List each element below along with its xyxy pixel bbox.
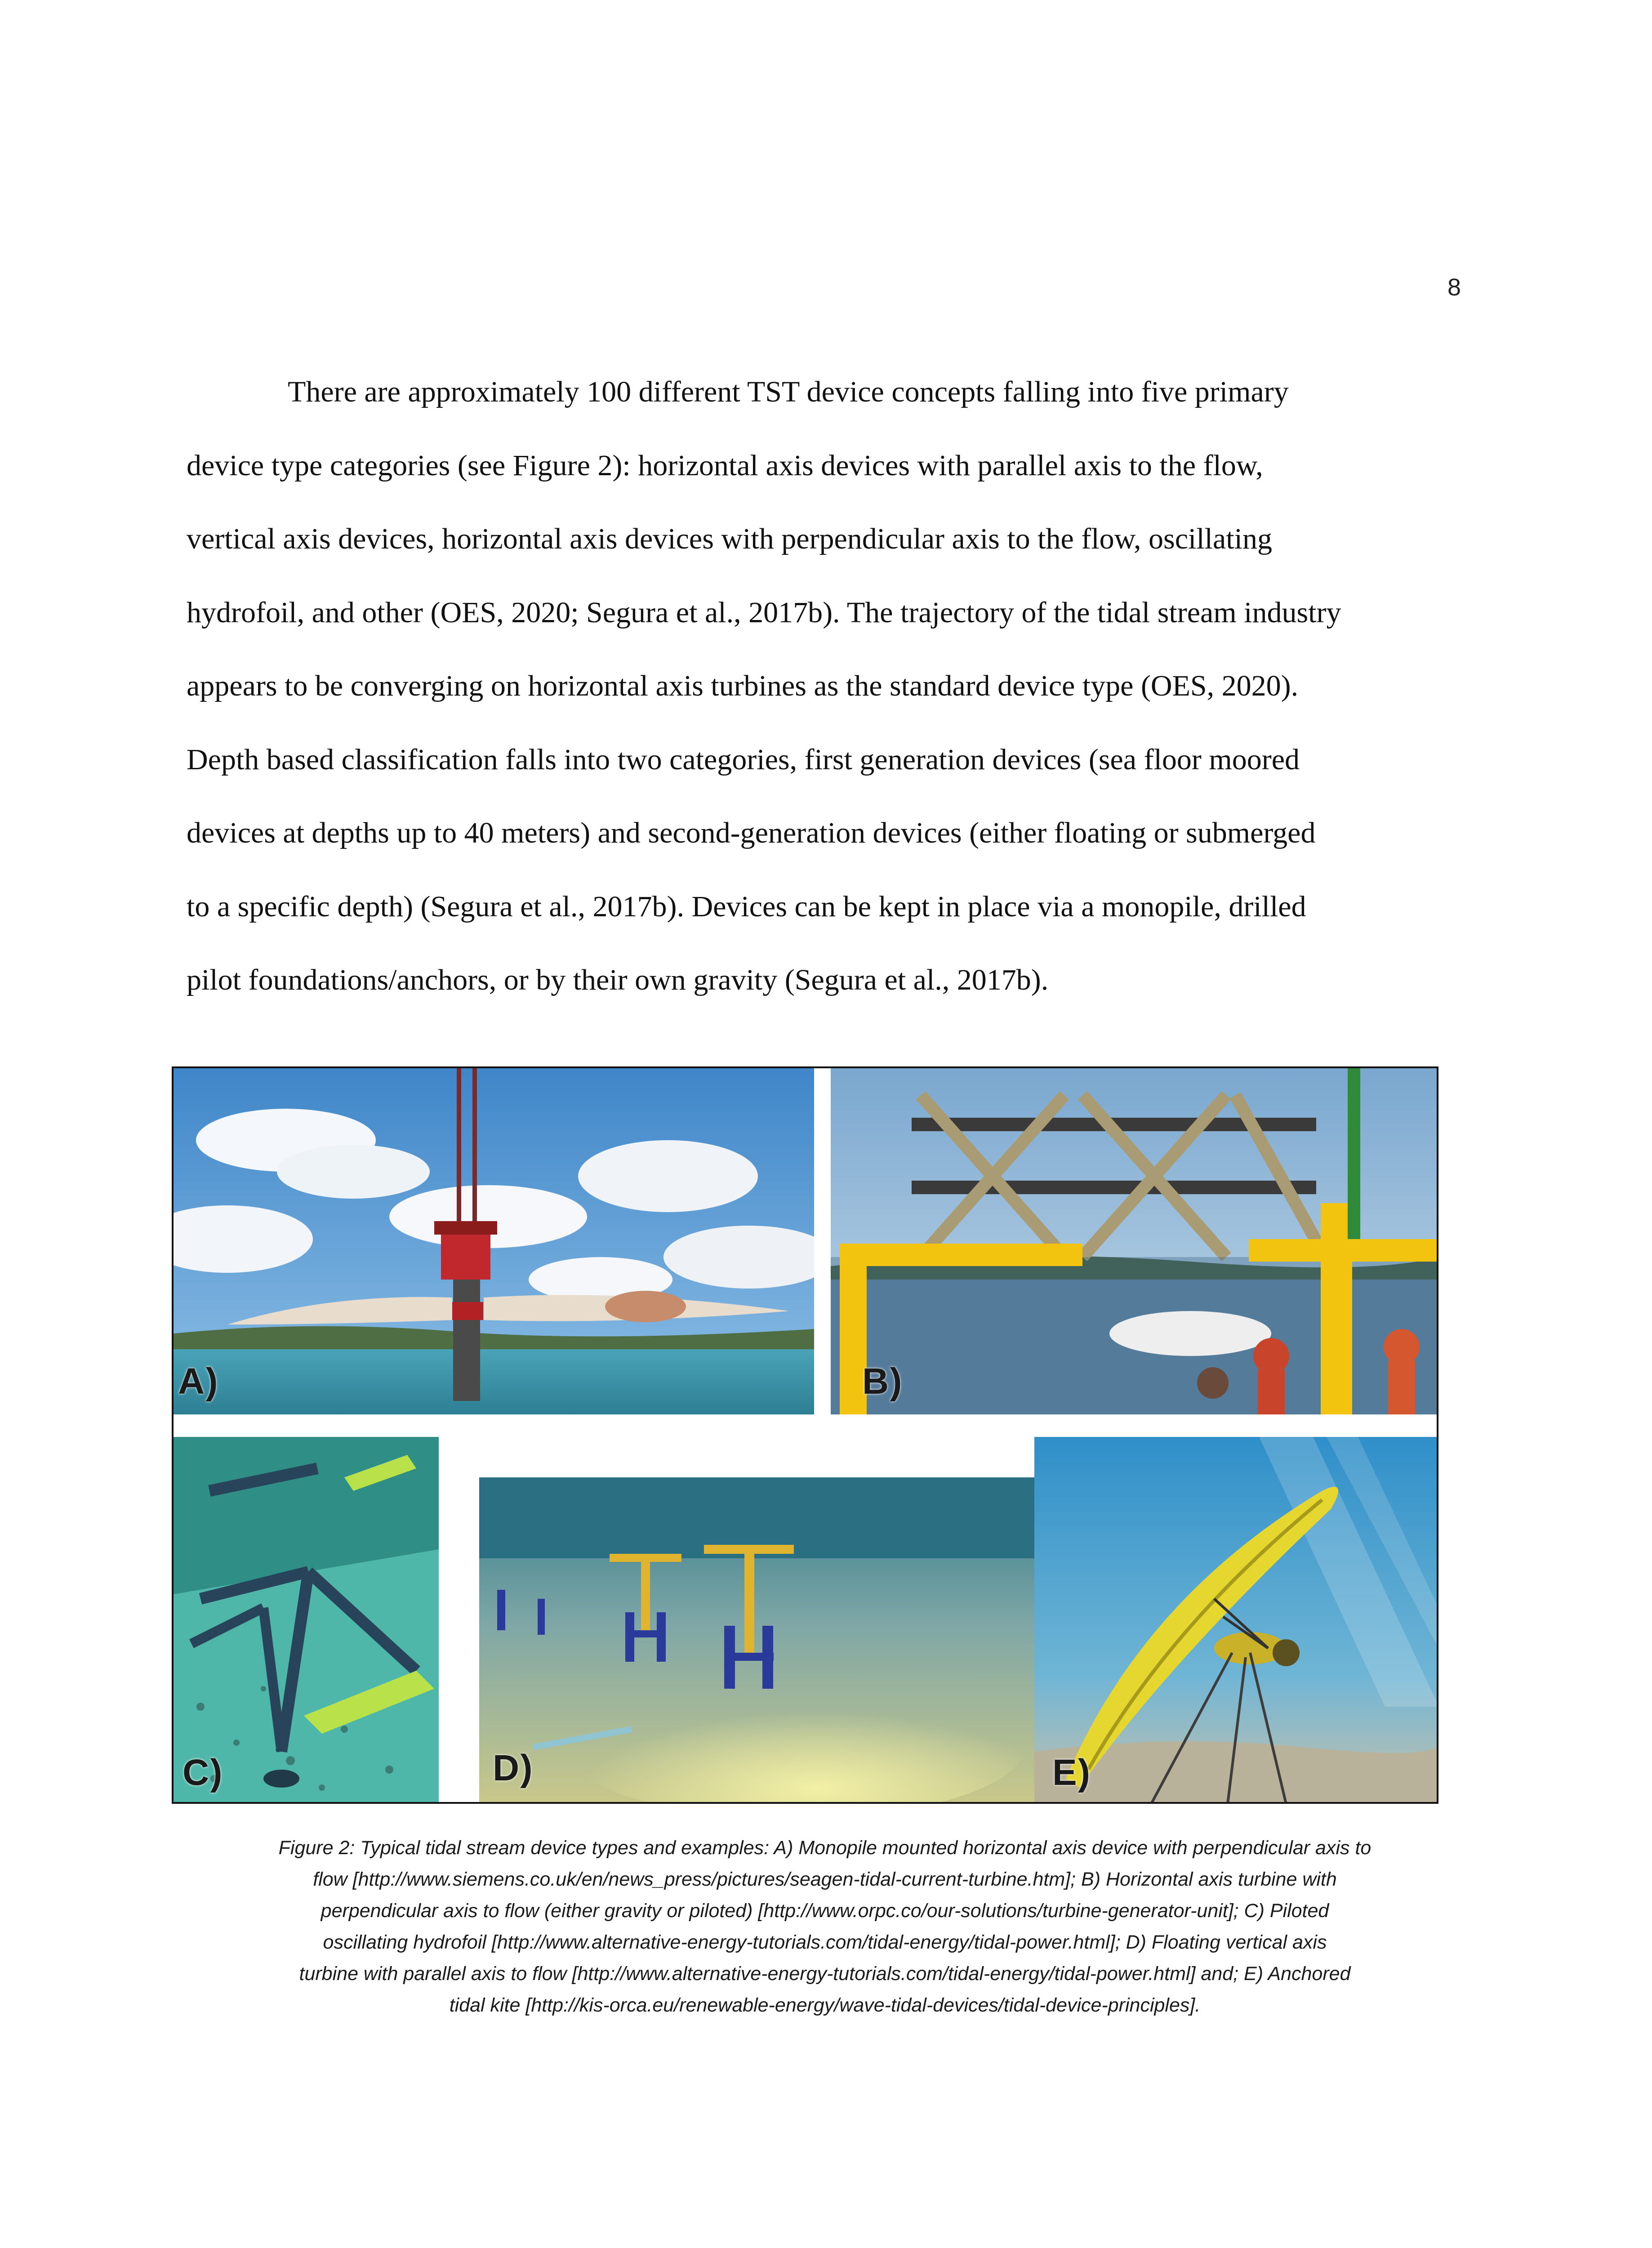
paragraph-line: There are approximately 100 different TST device concepts falling into five primary <box>288 375 1289 408</box>
page-number: 8 <box>1447 274 1461 301</box>
paragraph-line: device type categories (see Figure 2): horizontal axis devices with parallel axis to the flow, <box>187 449 1263 482</box>
paragraph-line: devices at depths up to 40 meters) and second-generation devices (either floating or submerged <box>187 816 1316 849</box>
paragraph-line: Depth based classification falls into two categories, first generation devices (sea floor moored <box>187 743 1300 776</box>
caption-line: Figure 2: Typical tidal stream device types and examples: A) Monopile mounted horizontal axis device with perpendicular axis to <box>278 1837 1371 1859</box>
caption-line: perpendicular axis to flow (either gravity or piloted) [http://www.orpc.co/our-solutions/turbine-generator-unit]; C) Piloted <box>321 1900 1329 1922</box>
paragraph-line: to a specific depth) (Segura et al., 2017b). Devices can be kept in place via a monopile, drilled <box>187 890 1306 923</box>
figure-caption <box>180 1832 1470 2021</box>
panel-b-cross-flow-turbine-image <box>831 1068 1438 1414</box>
panel-label: A) <box>178 1361 219 1402</box>
panel-c-oscillating-hydrofoil-image <box>174 1437 439 1804</box>
panel-e-tidal-kite-image <box>1034 1437 1438 1804</box>
panel-d-vertical-axis-turbines-image <box>479 1477 1034 1804</box>
caption-line: oscillating hydrofoil [http://www.alternative-energy-tutorials.com/tidal-energy/tidal-power.html]; D) Floating vertical axis <box>323 1931 1327 1953</box>
panel-label: B) <box>862 1361 903 1402</box>
caption-line: tidal kite [http://kis-orca.eu/renewable-energy/wave-tidal-devices/tidal-device-principles]. <box>449 1994 1201 2016</box>
paragraph-line: hydrofoil, and other (OES, 2020; Segura et al., 2017b). The trajectory of the tidal stream industry <box>187 596 1341 629</box>
caption-line: turbine with parallel axis to flow [http://www.alternative-energy-tutorials.com/tidal-energy/tidal-power.html] and; E) Anchored <box>299 1963 1351 1985</box>
panel-label: C) <box>183 1752 223 1793</box>
caption-line: flow [http://www.siemens.co.uk/en/news_press/pictures/seagen-tidal-current-turbine.htm]; B) Horizontal axis turbine with <box>313 1869 1337 1890</box>
panel-label: D) <box>493 1748 534 1789</box>
panel-label: E) <box>1052 1752 1091 1793</box>
panel-a-monopile-turbine-image <box>174 1068 814 1414</box>
body-paragraph <box>187 355 1454 1017</box>
paragraph-line: appears to be converging on horizontal axis turbines as the standard device type (OES, 2020). <box>187 669 1299 702</box>
paragraph-line: pilot foundations/anchors, or by their own gravity (Segura et al., 2017b). <box>187 963 1049 996</box>
figure-2 <box>172 1066 1438 1804</box>
paragraph-line: vertical axis devices, horizontal axis devices with perpendicular axis to the flow, oscillating <box>187 522 1272 555</box>
